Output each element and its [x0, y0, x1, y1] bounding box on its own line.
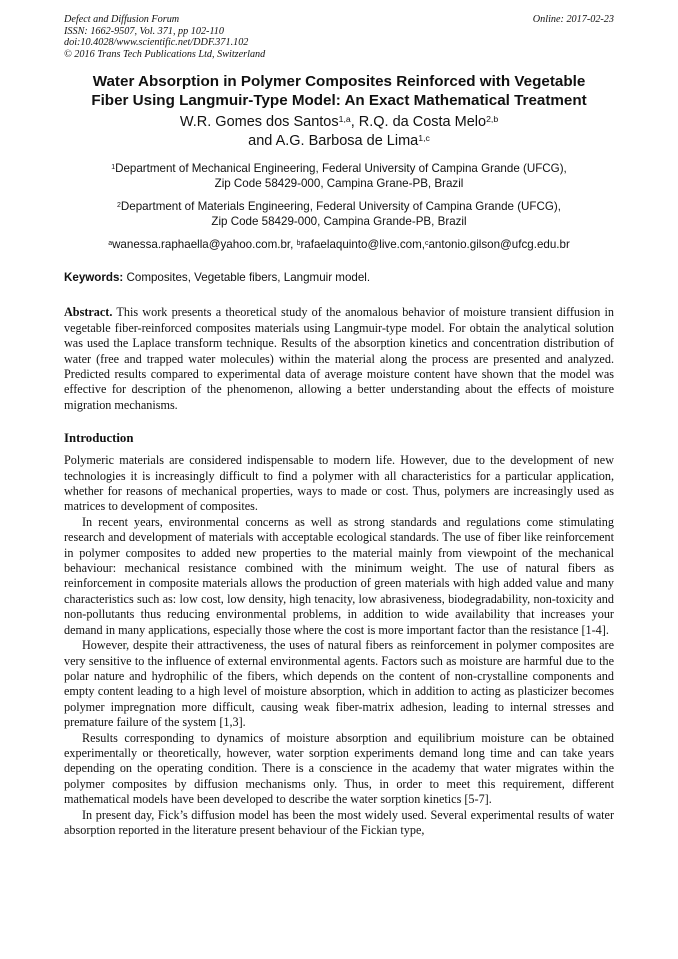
keywords-label: Keywords:: [64, 271, 124, 285]
author-3-name: and A.G. Barbosa de Lima: [248, 133, 419, 150]
journal-copyright: © 2016 Trans Tech Publications Ltd, Switzerland: [64, 48, 266, 60]
journal-name: Defect and Diffusion Forum: [64, 14, 180, 25]
keywords: [64, 270, 614, 285]
affiliation-1-line-1: [64, 161, 614, 176]
author-separator: ,: [350, 114, 359, 131]
affiliation-1-line-2: Zip Code 58429-000, Campina Grane-PB, Brazil: [214, 177, 464, 191]
journal-doi: doi:10.4028/www.scientific.net/DDF.371.102: [64, 37, 249, 49]
abstract-text: This work presents a theoretical study of the anomalous behavior of moisture transient diffusion in vegetable fiber-reinforced composites materials using Langmuir-type model. For obtain the analytical solution was used the Laplace transform technique. Results of the absorption kinetics and concentration distribution of water (free and trapped water molecules) within the material along the process are presented and analyzed. Predicted results compared to experimental data of average moisture content have shown that the model was effective for description of the phenomenon, allowing a better understanding about the effects of moisture migration mechanisms.: [64, 305, 614, 412]
introduction-body: [64, 453, 614, 838]
introduction-paragraph-1: Polymeric materials are considered indispensable to modern life. However, due to the development of new technologies it is increasingly difficult to find a polymer with all characteristics for a particular application, whether for reasons of mechanical properties, ways to made or cost. Thus, polymers are increasingly used as matrices to development of composites.: [64, 453, 614, 514]
email-c-sup: c: [425, 239, 429, 247]
email-b-sup: b: [296, 239, 301, 247]
affiliation-2-sup: 2: [117, 201, 121, 209]
author-line-2: [64, 132, 614, 151]
author-1-sup: 1,a: [338, 113, 351, 124]
introduction-paragraph-5: In present day, Fick’s diffusion model has been the most widely used. Several experimental results of water absorption reported in the literature present behaviour of the Fickian type,: [64, 807, 614, 837]
journal-header: [64, 14, 614, 60]
author-3-sup: 1,c: [418, 132, 430, 143]
email-c[interactable]: antonio.gilson@ufcg.edu.br: [428, 238, 570, 252]
paper-title-line-1: Water Absorption in Polymer Composites Reinforced with Vegetable: [92, 73, 586, 91]
affiliation-1-sup: 1: [111, 163, 116, 171]
affiliation-2-line-1: [64, 199, 614, 214]
journal-issn: ISSN: 1662-9507, Vol. 371, pp 102-110: [64, 25, 224, 37]
author-emails: [64, 237, 614, 252]
author-1-name: W.R. Gomes dos Santos: [179, 114, 339, 131]
paper-title: [64, 72, 614, 110]
paper-title-line-2: Fiber Using Langmuir-Type Model: An Exact Mathematical Treatment: [91, 92, 587, 110]
affiliation-2: [64, 199, 614, 229]
email-b[interactable]: rafaelaquinto@live.com,: [300, 238, 425, 252]
introduction-paragraph-2: In recent years, environmental concerns as well as strong standards and regulations come stimulating research and development of materials with acceptable ecological standards. The use of fiber like reinforcement in polymer composites to added new properties to the material mainly from viewpoint of the mechanical behaviour: mechanical resistance combined with the minimum weight. The use of natural fibers as reinforcement in composite materials allows the production of green materials with high added value and many characteristics such as: low cost, low density, high tenacity, low abrasiveness, biodegradability, non-toxicity and non-pollutants thus reducing environmental problems, in addition to wide availability that increases your demand in many applications, especially those where the cost is more important factor than the resistance [1-4].: [64, 514, 614, 637]
affiliation-2-line-2: Zip Code 58429-000, Campina Grande-PB, Brazil: [211, 215, 467, 229]
author-2-sup: 2,b: [486, 113, 499, 124]
affiliation-1-text: Department of Mechanical Engineering, Federal University of Campina Grande (UFCG),: [115, 162, 567, 176]
introduction-paragraph-3: However, despite their attractiveness, the uses of natural fibers as reinforcement in polymer composites are very sensitive to the influence of external environmental agents. Factors such as moisture are harmful due to the polar nature and hydrophilic of the fibers, which depends on the content of non-crystalline components and empty content leading to a high level of moisture absorption, which in addition to acting as plasticizer becomes polymer impregnation more difficult, causing weak fiber-matrix adhesion, leading to internal stresses and premature failure of the system [1,3].: [64, 638, 614, 730]
online-date: Online: 2017-02-23: [532, 14, 614, 25]
introduction-paragraph-4: Results corresponding to dynamics of moisture absorption and equilibrium moisture can be obtained experimentally or theoretically, however, water sorption experiments demand long time and can take years depending on the operating condition. There is a conscience in the academy that water migrates within the polymer composites by diffusion mechanisms only. Thus, in order to meet this requirement, different mathematical models have been developed to describe the water sorption kinetics [5-7].: [64, 730, 614, 807]
email-a-sup: a: [108, 239, 113, 247]
abstract: [64, 305, 614, 413]
section-heading-introduction: Introduction: [64, 431, 134, 446]
abstract-label: Abstract.: [64, 305, 113, 320]
author-line-1: [64, 113, 614, 132]
email-a[interactable]: wanessa.raphaella@yahoo.com.br,: [112, 238, 297, 252]
author-2-name: R.Q. da Costa Melo: [358, 114, 487, 131]
author-list: [64, 113, 614, 151]
keywords-text: Composites, Vegetable fibers, Langmuir model.: [123, 271, 371, 285]
affiliation-2-text: Department of Materials Engineering, Federal University of Campina Grande (UFCG),: [120, 200, 561, 214]
affiliation-1: [64, 161, 614, 191]
